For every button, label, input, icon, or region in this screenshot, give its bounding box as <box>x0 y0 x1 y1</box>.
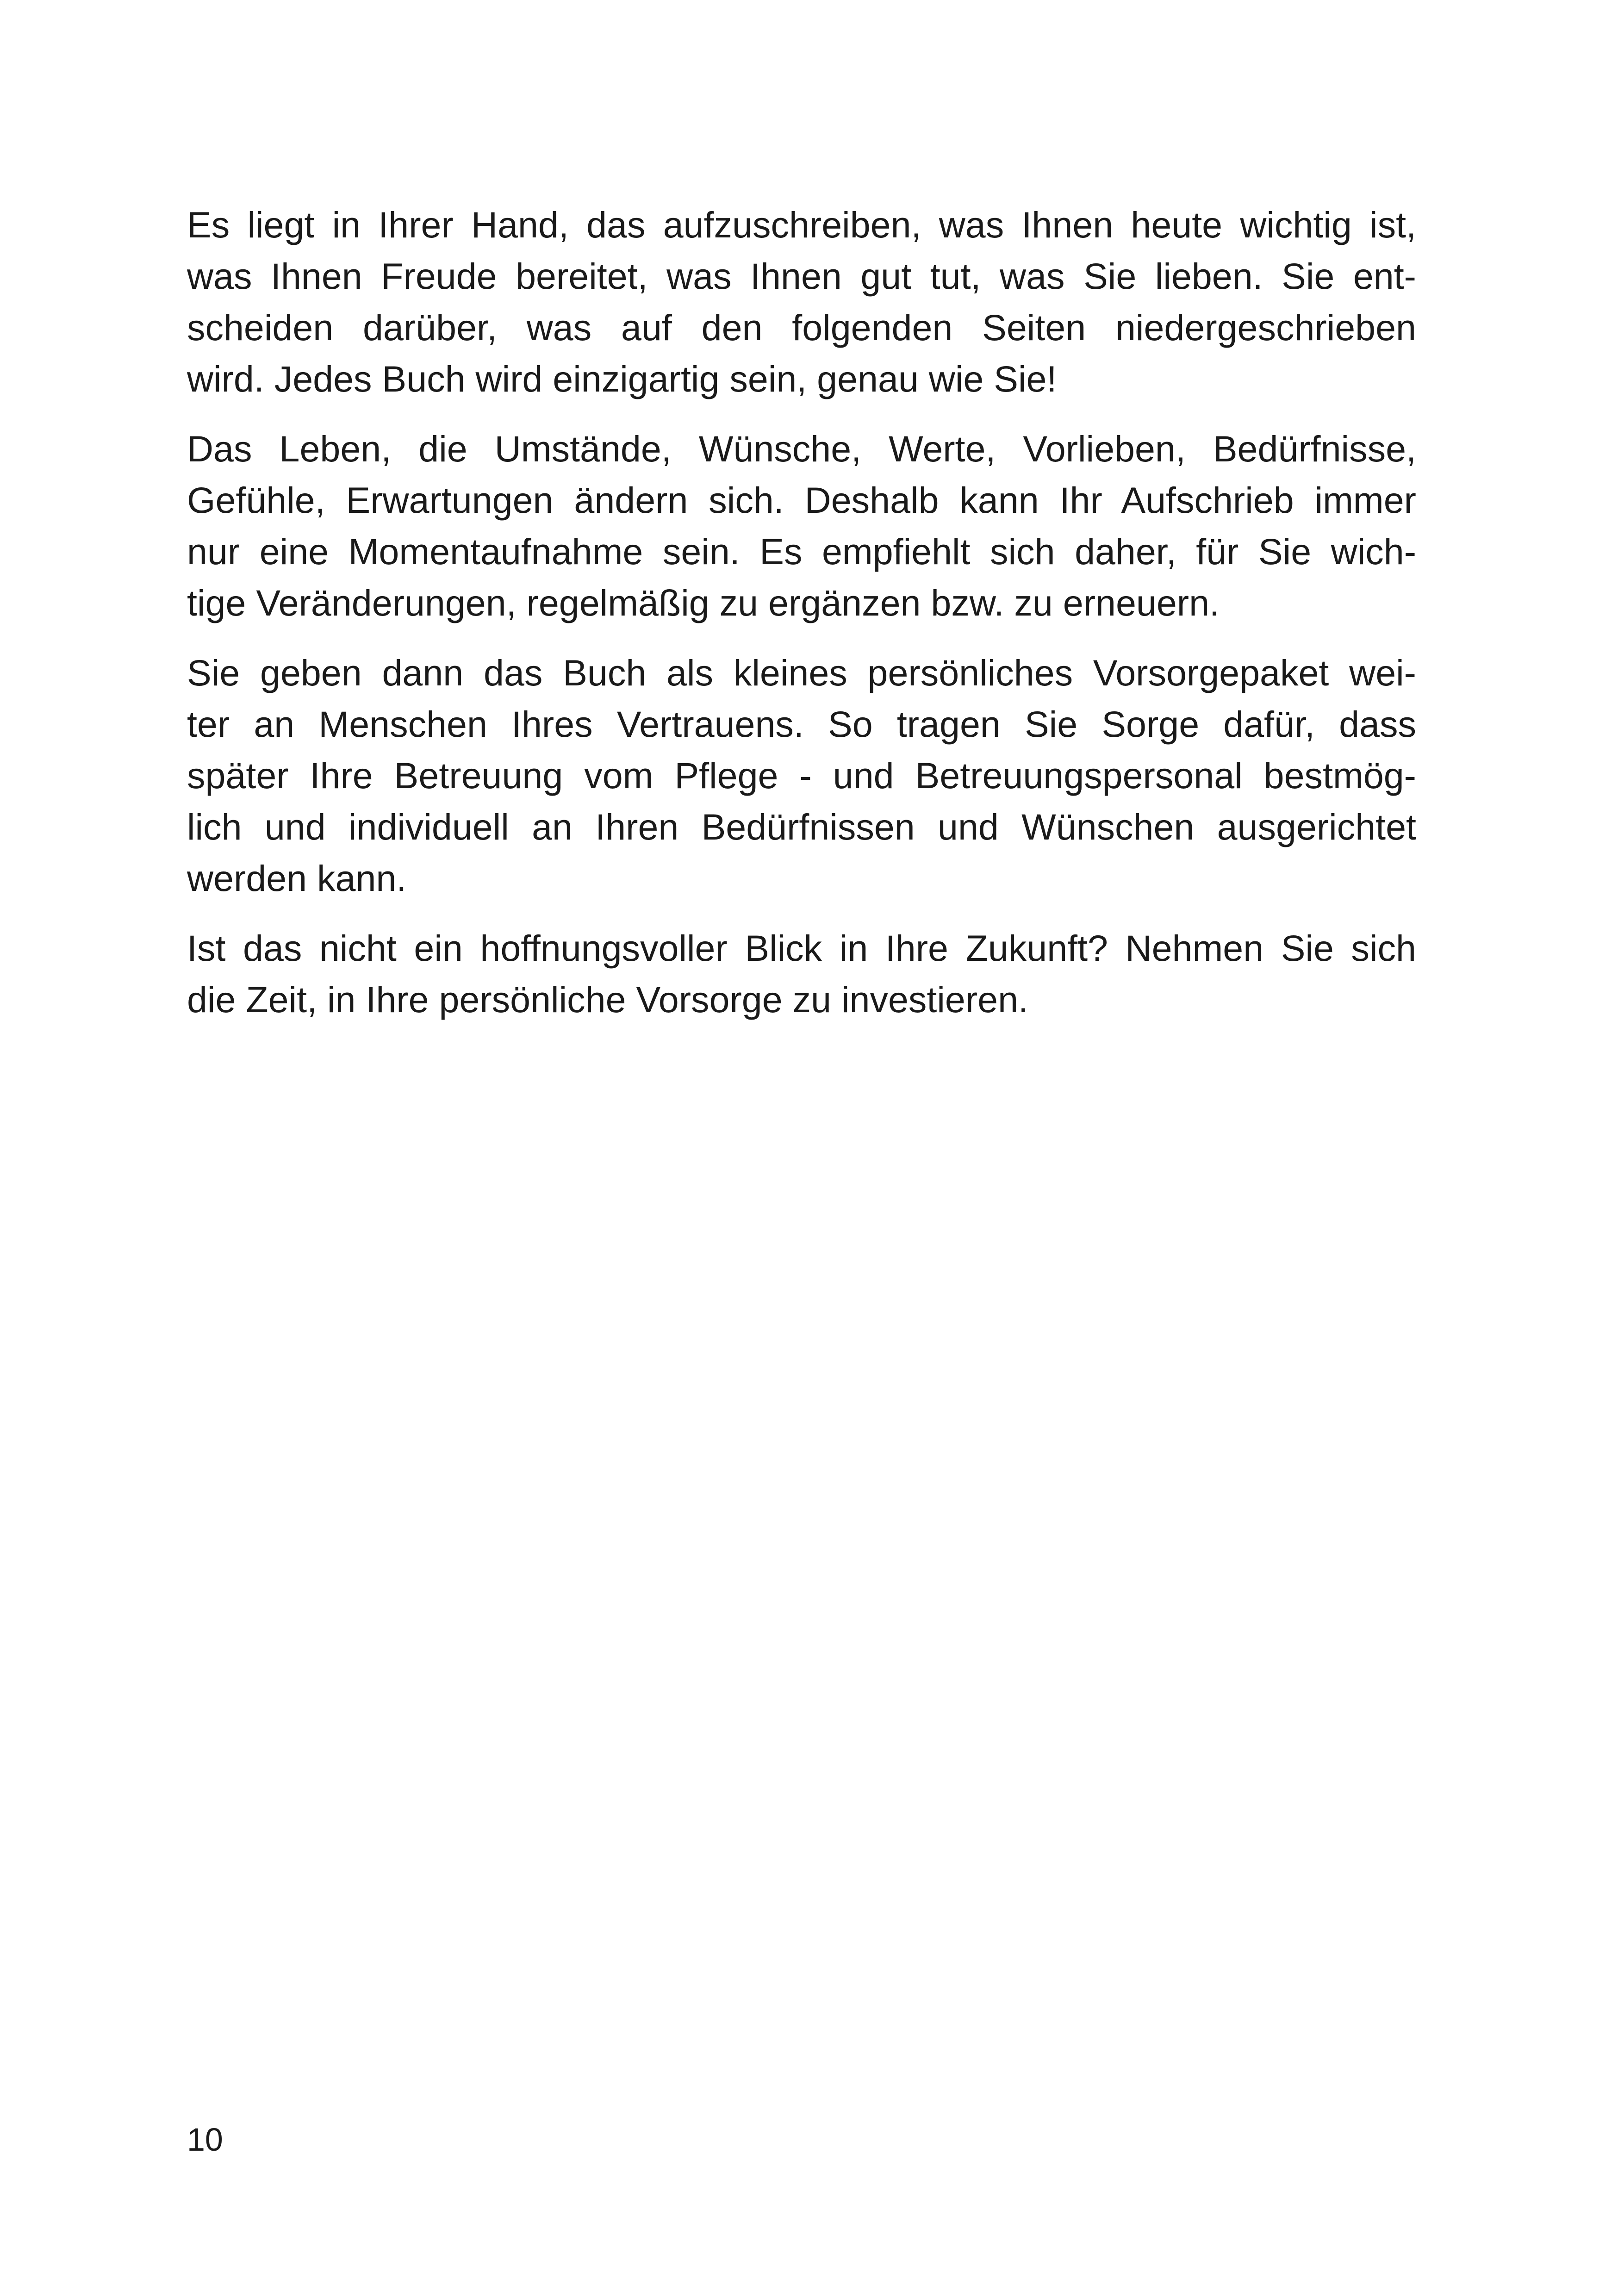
paragraph-3 <box>187 647 1416 904</box>
paragraph-4 <box>187 922 1416 1025</box>
body-text <box>187 199 1416 1044</box>
text-line: Sie geben dann das Buch als kleines persönliches Vorsorgepaket wei- <box>187 652 1416 693</box>
paragraph-2 <box>187 423 1416 628</box>
text-line: Ist das nicht ein hoffnungsvoller Blick in Ihre Zukunft? Nehmen Sie sich <box>187 927 1416 969</box>
text-line: nur eine Momentaufnahme sein. Es empfiehlt sich daher, für Sie wich- <box>187 531 1416 572</box>
text-line: scheiden darüber, was auf den folgenden Seiten niedergeschrieben <box>187 307 1416 348</box>
text-line: werden kann. <box>187 858 407 899</box>
text-line: die Zeit, in Ihre persönliche Vorsorge zu investieren. <box>187 979 1028 1020</box>
text-line: wird. Jedes Buch wird einzigartig sein, genau wie Sie! <box>187 358 1057 399</box>
text-line: ter an Menschen Ihres Vertrauens. So tragen Sie Sorge dafür, dass <box>187 703 1416 745</box>
page-number: 10 <box>187 2122 223 2158</box>
text-line: Das Leben, die Umstände, Wünsche, Werte, Vorlieben, Bedürfnisse, <box>187 428 1416 469</box>
text-line: tige Veränderungen, regelmäßig zu ergänzen bzw. zu erneuern. <box>187 582 1220 623</box>
text-line: lich und individuell an Ihren Bedürfnissen und Wünschen ausgerichtet <box>187 806 1416 847</box>
text-line: Gefühle, Erwartungen ändern sich. Deshalb kann Ihr Aufschrieb immer <box>187 479 1416 521</box>
text-line: später Ihre Betreuung vom Pflege - und Betreuungspersonal bestmög- <box>187 755 1416 796</box>
text-line: Es liegt in Ihrer Hand, das aufzuschreiben, was Ihnen heute wichtig ist, <box>187 204 1416 245</box>
text-line: was Ihnen Freude bereitet, was Ihnen gut tut, was Sie lieben. Sie ent- <box>187 255 1416 297</box>
paragraph-1 <box>187 199 1416 404</box>
